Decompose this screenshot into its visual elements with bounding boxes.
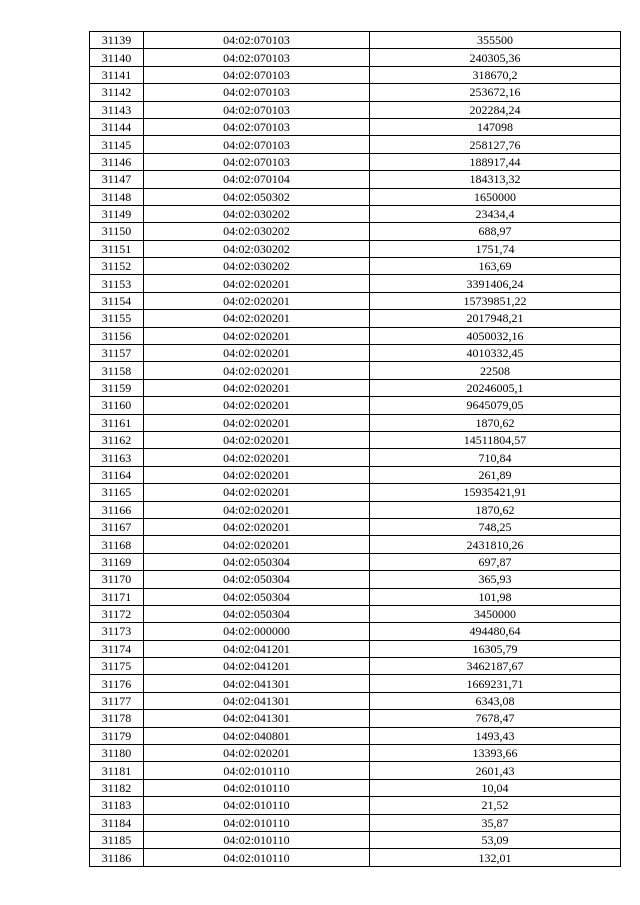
cadastral-code: 04:02:070103 <box>144 49 370 66</box>
cadastral-code: 04:02:020201 <box>144 484 370 501</box>
amount-value: 1870,62 <box>370 501 621 518</box>
table-row <box>90 518 621 535</box>
amount-value: 355500 <box>370 32 621 49</box>
table-row <box>90 49 621 66</box>
row-number: 31158 <box>90 362 144 379</box>
amount-value: 15935421,91 <box>370 484 621 501</box>
table-row <box>90 449 621 466</box>
table-row <box>90 258 621 275</box>
row-number: 31179 <box>90 727 144 744</box>
row-number: 31167 <box>90 518 144 535</box>
row-number: 31177 <box>90 692 144 709</box>
amount-value: 2601,43 <box>370 762 621 779</box>
amount-value: 697,87 <box>370 553 621 570</box>
table-row <box>90 205 621 222</box>
amount-value: 15739851,22 <box>370 292 621 309</box>
cadastral-code: 04:02:050302 <box>144 188 370 205</box>
row-number: 31145 <box>90 136 144 153</box>
row-number: 31142 <box>90 84 144 101</box>
cadastral-code: 04:02:010110 <box>144 762 370 779</box>
table-row <box>90 797 621 814</box>
table-row <box>90 414 621 431</box>
amount-value: 2431810,26 <box>370 536 621 553</box>
table-row <box>90 762 621 779</box>
cadastral-code: 04:02:010110 <box>144 814 370 831</box>
cadastral-code: 04:02:070103 <box>144 136 370 153</box>
cadastral-code: 04:02:020201 <box>144 518 370 535</box>
table-row <box>90 675 621 692</box>
amount-value: 20246005,1 <box>370 379 621 396</box>
amount-value: 318670,2 <box>370 66 621 83</box>
row-number: 31159 <box>90 379 144 396</box>
amount-value: 494480,64 <box>370 623 621 640</box>
row-number: 31156 <box>90 327 144 344</box>
table-row <box>90 501 621 518</box>
amount-value: 2017948,21 <box>370 310 621 327</box>
amount-value: 147098 <box>370 118 621 135</box>
table-row <box>90 240 621 257</box>
amount-value: 1669231,71 <box>370 675 621 692</box>
data-table <box>89 31 621 867</box>
cadastral-code: 04:02:010110 <box>144 831 370 848</box>
cadastral-code: 04:02:041201 <box>144 640 370 657</box>
row-number: 31161 <box>90 414 144 431</box>
amount-value: 6343,08 <box>370 692 621 709</box>
cadastral-code: 04:02:070103 <box>144 153 370 170</box>
cadastral-code: 04:02:020201 <box>144 431 370 448</box>
amount-value: 21,52 <box>370 797 621 814</box>
row-number: 31180 <box>90 745 144 762</box>
cadastral-code: 04:02:020201 <box>144 345 370 362</box>
amount-value: 14511804,57 <box>370 431 621 448</box>
table-row <box>90 745 621 762</box>
cadastral-code: 04:02:000000 <box>144 623 370 640</box>
amount-value: 101,98 <box>370 588 621 605</box>
cadastral-code: 04:02:041301 <box>144 710 370 727</box>
row-number: 31174 <box>90 640 144 657</box>
cadastral-code: 04:02:070103 <box>144 66 370 83</box>
cadastral-code: 04:02:050304 <box>144 553 370 570</box>
amount-value: 1751,74 <box>370 240 621 257</box>
cadastral-code: 04:02:020201 <box>144 310 370 327</box>
amount-value: 4050032,16 <box>370 327 621 344</box>
amount-value: 202284,24 <box>370 101 621 118</box>
cadastral-code: 04:02:020201 <box>144 397 370 414</box>
row-number: 31144 <box>90 118 144 135</box>
amount-value: 1493,43 <box>370 727 621 744</box>
table-row <box>90 153 621 170</box>
table-row <box>90 275 621 292</box>
table-row <box>90 362 621 379</box>
row-number: 31157 <box>90 345 144 362</box>
amount-value: 16305,79 <box>370 640 621 657</box>
amount-value: 163,69 <box>370 258 621 275</box>
table-row <box>90 223 621 240</box>
table-row <box>90 397 621 414</box>
row-number: 31150 <box>90 223 144 240</box>
table-row <box>90 101 621 118</box>
cadastral-code: 04:02:020201 <box>144 449 370 466</box>
row-number: 31147 <box>90 171 144 188</box>
table-row <box>90 310 621 327</box>
row-number: 31183 <box>90 797 144 814</box>
amount-value: 22508 <box>370 362 621 379</box>
cadastral-code: 04:02:020201 <box>144 292 370 309</box>
table-row <box>90 710 621 727</box>
cadastral-code: 04:02:030202 <box>144 240 370 257</box>
table-row <box>90 727 621 744</box>
cadastral-code: 04:02:020201 <box>144 745 370 762</box>
cadastral-code: 04:02:020201 <box>144 275 370 292</box>
amount-value: 258127,76 <box>370 136 621 153</box>
row-number: 31143 <box>90 101 144 118</box>
cadastral-code: 04:02:030202 <box>144 223 370 240</box>
cadastral-code: 04:02:020201 <box>144 327 370 344</box>
cadastral-code: 04:02:050304 <box>144 571 370 588</box>
row-number: 31165 <box>90 484 144 501</box>
table-row <box>90 171 621 188</box>
cadastral-code: 04:02:041301 <box>144 692 370 709</box>
amount-value: 188917,44 <box>370 153 621 170</box>
row-number: 31175 <box>90 658 144 675</box>
table-row <box>90 849 621 866</box>
table-row <box>90 831 621 848</box>
cadastral-code: 04:02:040801 <box>144 727 370 744</box>
amount-value: 53,09 <box>370 831 621 848</box>
amount-value: 7678,47 <box>370 710 621 727</box>
cadastral-code: 04:02:020201 <box>144 536 370 553</box>
amount-value: 261,89 <box>370 466 621 483</box>
table-row <box>90 327 621 344</box>
amount-value: 748,25 <box>370 518 621 535</box>
amount-value: 253672,16 <box>370 84 621 101</box>
cadastral-code: 04:02:030202 <box>144 258 370 275</box>
row-number: 31139 <box>90 32 144 49</box>
cadastral-code: 04:02:050304 <box>144 588 370 605</box>
cadastral-code: 04:02:070103 <box>144 118 370 135</box>
cadastral-code: 04:02:020201 <box>144 379 370 396</box>
table-row <box>90 431 621 448</box>
amount-value: 240305,36 <box>370 49 621 66</box>
cadastral-code: 04:02:010110 <box>144 849 370 866</box>
table-row <box>90 379 621 396</box>
table-row <box>90 345 621 362</box>
table-row <box>90 779 621 796</box>
table-body <box>90 32 621 867</box>
row-number: 31155 <box>90 310 144 327</box>
row-number: 31182 <box>90 779 144 796</box>
row-number: 31184 <box>90 814 144 831</box>
cadastral-code: 04:02:050304 <box>144 605 370 622</box>
amount-value: 710,84 <box>370 449 621 466</box>
amount-value: 23434,4 <box>370 205 621 222</box>
row-number: 31172 <box>90 605 144 622</box>
amount-value: 1650000 <box>370 188 621 205</box>
table-row <box>90 292 621 309</box>
row-number: 31168 <box>90 536 144 553</box>
row-number: 31148 <box>90 188 144 205</box>
table-row <box>90 588 621 605</box>
row-number: 31166 <box>90 501 144 518</box>
row-number: 31181 <box>90 762 144 779</box>
cadastral-code: 04:02:070103 <box>144 84 370 101</box>
amount-value: 1870,62 <box>370 414 621 431</box>
table-row <box>90 553 621 570</box>
row-number: 31141 <box>90 66 144 83</box>
cadastral-code: 04:02:010110 <box>144 797 370 814</box>
row-number: 31169 <box>90 553 144 570</box>
cadastral-code: 04:02:070103 <box>144 101 370 118</box>
cadastral-code: 04:02:020201 <box>144 414 370 431</box>
table-row <box>90 605 621 622</box>
cadastral-code: 04:02:010110 <box>144 779 370 796</box>
amount-value: 13393,66 <box>370 745 621 762</box>
cadastral-code: 04:02:030202 <box>144 205 370 222</box>
cadastral-code: 04:02:041201 <box>144 658 370 675</box>
row-number: 31149 <box>90 205 144 222</box>
row-number: 31170 <box>90 571 144 588</box>
table-row <box>90 814 621 831</box>
cadastral-code: 04:02:020201 <box>144 466 370 483</box>
cadastral-code: 04:02:070103 <box>144 32 370 49</box>
amount-value: 3450000 <box>370 605 621 622</box>
table-row <box>90 118 621 135</box>
table-row <box>90 536 621 553</box>
table-row <box>90 466 621 483</box>
table-row <box>90 66 621 83</box>
table-row <box>90 623 621 640</box>
table-row <box>90 692 621 709</box>
row-number: 31153 <box>90 275 144 292</box>
row-number: 31173 <box>90 623 144 640</box>
amount-value: 365,93 <box>370 571 621 588</box>
table-row <box>90 484 621 501</box>
row-number: 31146 <box>90 153 144 170</box>
table-row <box>90 658 621 675</box>
amount-value: 10,04 <box>370 779 621 796</box>
row-number: 31185 <box>90 831 144 848</box>
row-number: 31171 <box>90 588 144 605</box>
cadastral-code: 04:02:020201 <box>144 501 370 518</box>
cadastral-code: 04:02:020201 <box>144 362 370 379</box>
amount-value: 35,87 <box>370 814 621 831</box>
row-number: 31178 <box>90 710 144 727</box>
row-number: 31176 <box>90 675 144 692</box>
table-row <box>90 571 621 588</box>
row-number: 31164 <box>90 466 144 483</box>
table-row <box>90 32 621 49</box>
amount-value: 3391406,24 <box>370 275 621 292</box>
row-number: 31140 <box>90 49 144 66</box>
amount-value: 4010332,45 <box>370 345 621 362</box>
row-number: 31152 <box>90 258 144 275</box>
row-number: 31151 <box>90 240 144 257</box>
table-row <box>90 188 621 205</box>
amount-value: 9645079,05 <box>370 397 621 414</box>
row-number: 31186 <box>90 849 144 866</box>
amount-value: 3462187,67 <box>370 658 621 675</box>
table-row <box>90 84 621 101</box>
row-number: 31162 <box>90 431 144 448</box>
amount-value: 688,97 <box>370 223 621 240</box>
table-row <box>90 136 621 153</box>
amount-value: 184313,32 <box>370 171 621 188</box>
amount-value: 132,01 <box>370 849 621 866</box>
table-row <box>90 640 621 657</box>
row-number: 31160 <box>90 397 144 414</box>
cadastral-code: 04:02:041301 <box>144 675 370 692</box>
row-number: 31163 <box>90 449 144 466</box>
row-number: 31154 <box>90 292 144 309</box>
cadastral-code: 04:02:070104 <box>144 171 370 188</box>
